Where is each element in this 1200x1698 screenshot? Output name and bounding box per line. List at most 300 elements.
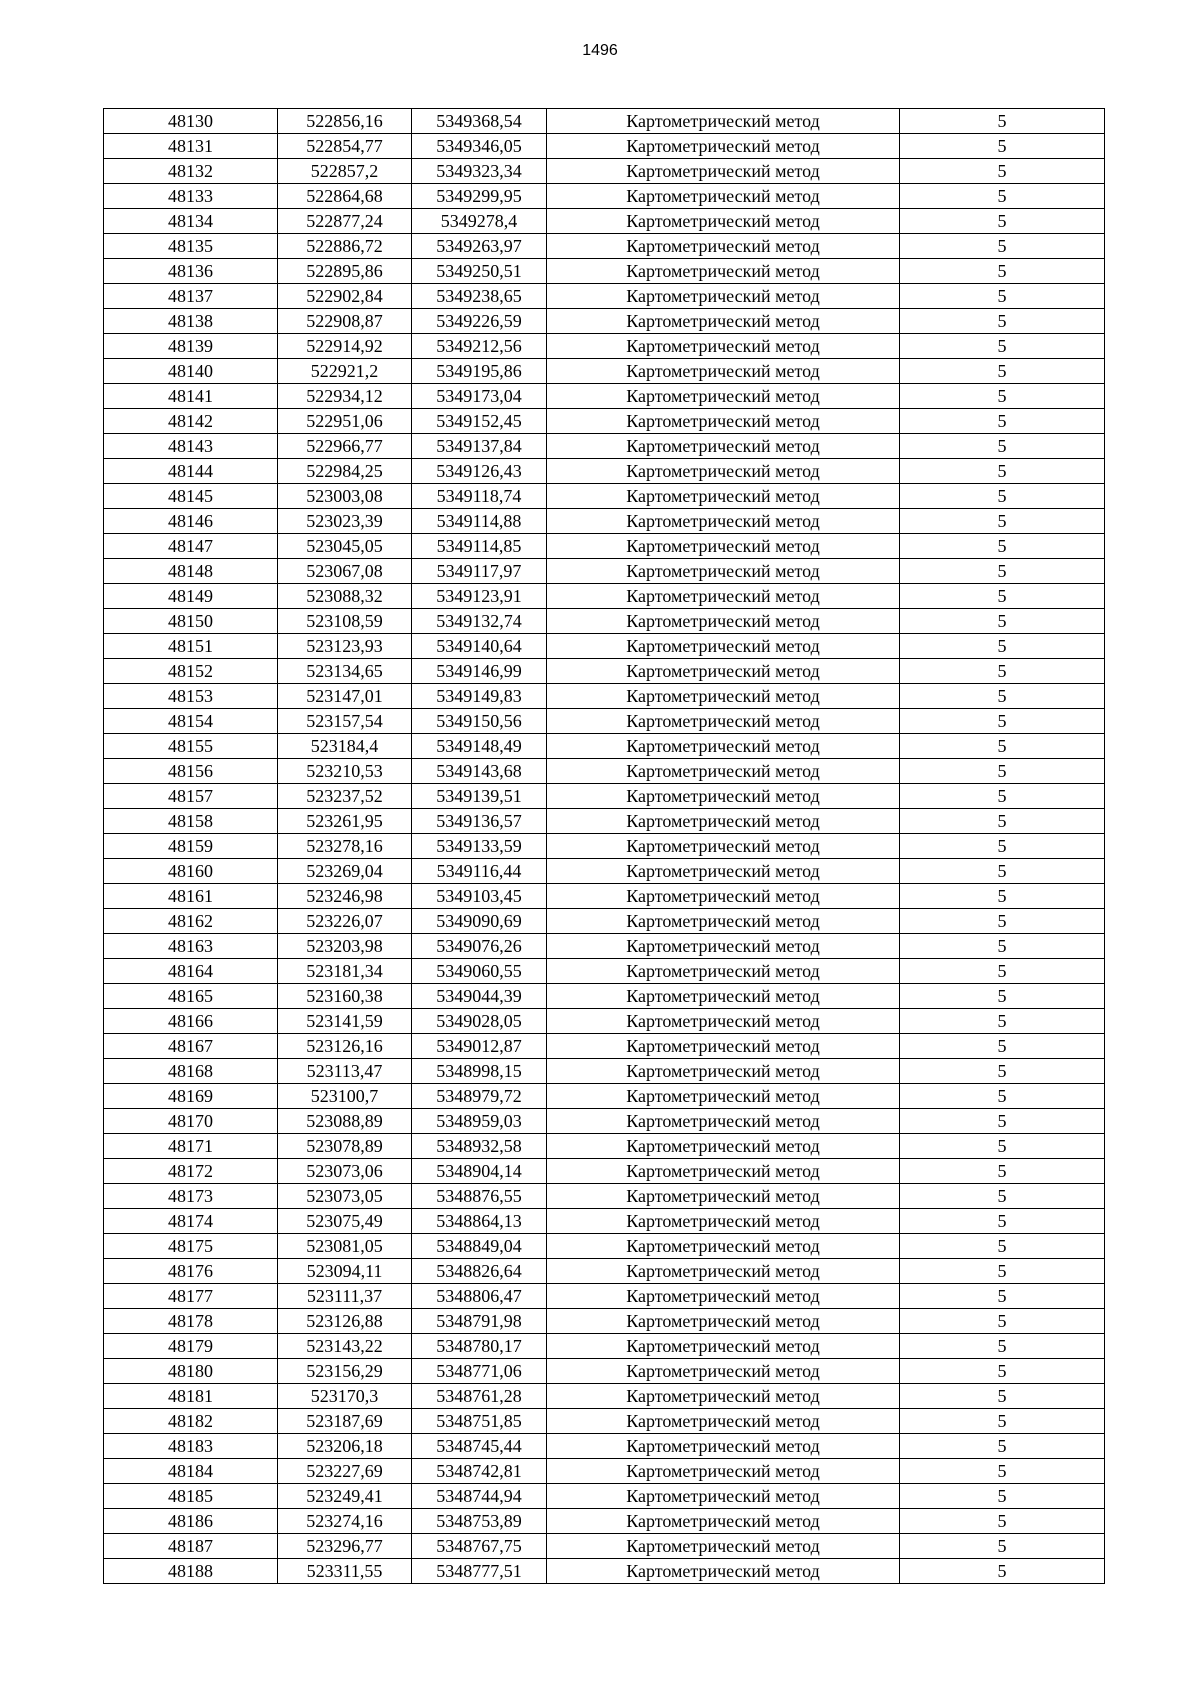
table-row bbox=[104, 1409, 1105, 1434]
x-coordinate-cell: 522895,86 bbox=[278, 259, 412, 284]
x-coordinate-cell: 523126,16 bbox=[278, 1034, 412, 1059]
point-number-cell: 48148 bbox=[104, 559, 278, 584]
table-row bbox=[104, 509, 1105, 534]
point-number-cell: 48162 bbox=[104, 909, 278, 934]
method-cell: Картометрический метод bbox=[547, 1509, 900, 1534]
table-row bbox=[104, 909, 1105, 934]
y-coordinate-cell: 5349076,26 bbox=[412, 934, 547, 959]
point-number-cell: 48149 bbox=[104, 584, 278, 609]
method-cell: Картометрический метод bbox=[547, 984, 900, 1009]
point-number-cell: 48185 bbox=[104, 1484, 278, 1509]
x-coordinate-cell: 523073,06 bbox=[278, 1159, 412, 1184]
method-cell: Картометрический метод bbox=[547, 1434, 900, 1459]
point-number-cell: 48160 bbox=[104, 859, 278, 884]
y-coordinate-cell: 5349103,45 bbox=[412, 884, 547, 909]
y-coordinate-cell: 5349126,43 bbox=[412, 459, 547, 484]
table-row bbox=[104, 809, 1105, 834]
y-coordinate-cell: 5349143,68 bbox=[412, 759, 547, 784]
accuracy-cell: 5 bbox=[900, 809, 1105, 834]
x-coordinate-cell: 523249,41 bbox=[278, 1484, 412, 1509]
y-coordinate-cell: 5348751,85 bbox=[412, 1409, 547, 1434]
x-coordinate-cell: 523147,01 bbox=[278, 684, 412, 709]
table-row bbox=[104, 734, 1105, 759]
accuracy-cell: 5 bbox=[900, 1434, 1105, 1459]
point-number-cell: 48169 bbox=[104, 1084, 278, 1109]
x-coordinate-cell: 523206,18 bbox=[278, 1434, 412, 1459]
method-cell: Картометрический метод bbox=[547, 959, 900, 984]
x-coordinate-cell: 523023,39 bbox=[278, 509, 412, 534]
point-number-cell: 48145 bbox=[104, 484, 278, 509]
x-coordinate-cell: 523094,11 bbox=[278, 1259, 412, 1284]
method-cell: Картометрический метод bbox=[547, 359, 900, 384]
method-cell: Картометрический метод bbox=[547, 934, 900, 959]
table-row bbox=[104, 934, 1105, 959]
x-coordinate-cell: 523237,52 bbox=[278, 784, 412, 809]
point-number-cell: 48158 bbox=[104, 809, 278, 834]
accuracy-cell: 5 bbox=[900, 1059, 1105, 1084]
y-coordinate-cell: 5349346,05 bbox=[412, 134, 547, 159]
y-coordinate-cell: 5348998,15 bbox=[412, 1059, 547, 1084]
accuracy-cell: 5 bbox=[900, 1509, 1105, 1534]
table-row bbox=[104, 834, 1105, 859]
x-coordinate-cell: 522877,24 bbox=[278, 209, 412, 234]
x-coordinate-cell: 523134,65 bbox=[278, 659, 412, 684]
point-number-cell: 48132 bbox=[104, 159, 278, 184]
method-cell: Картометрический метод bbox=[547, 159, 900, 184]
accuracy-cell: 5 bbox=[900, 509, 1105, 534]
table-row bbox=[104, 559, 1105, 584]
x-coordinate-cell: 523113,47 bbox=[278, 1059, 412, 1084]
accuracy-cell: 5 bbox=[900, 1534, 1105, 1559]
y-coordinate-cell: 5348780,17 bbox=[412, 1334, 547, 1359]
table-row bbox=[104, 1459, 1105, 1484]
table-row bbox=[104, 959, 1105, 984]
x-coordinate-cell: 523157,54 bbox=[278, 709, 412, 734]
point-number-cell: 48173 bbox=[104, 1184, 278, 1209]
point-number-cell: 48167 bbox=[104, 1034, 278, 1059]
point-number-cell: 48171 bbox=[104, 1134, 278, 1159]
table-row bbox=[104, 484, 1105, 509]
y-coordinate-cell: 5349238,65 bbox=[412, 284, 547, 309]
accuracy-cell: 5 bbox=[900, 109, 1105, 134]
accuracy-cell: 5 bbox=[900, 609, 1105, 634]
x-coordinate-cell: 523126,88 bbox=[278, 1309, 412, 1334]
accuracy-cell: 5 bbox=[900, 984, 1105, 1009]
x-coordinate-cell: 522908,87 bbox=[278, 309, 412, 334]
y-coordinate-cell: 5349139,51 bbox=[412, 784, 547, 809]
accuracy-cell: 5 bbox=[900, 384, 1105, 409]
point-number-cell: 48187 bbox=[104, 1534, 278, 1559]
accuracy-cell: 5 bbox=[900, 734, 1105, 759]
accuracy-cell: 5 bbox=[900, 1159, 1105, 1184]
table-row bbox=[104, 1259, 1105, 1284]
x-coordinate-cell: 522951,06 bbox=[278, 409, 412, 434]
y-coordinate-cell: 5348761,28 bbox=[412, 1384, 547, 1409]
method-cell: Картометрический метод bbox=[547, 484, 900, 509]
point-number-cell: 48154 bbox=[104, 709, 278, 734]
point-number-cell: 48180 bbox=[104, 1359, 278, 1384]
accuracy-cell: 5 bbox=[900, 1184, 1105, 1209]
accuracy-cell: 5 bbox=[900, 134, 1105, 159]
x-coordinate-cell: 523227,69 bbox=[278, 1459, 412, 1484]
point-number-cell: 48156 bbox=[104, 759, 278, 784]
method-cell: Картометрический метод bbox=[547, 109, 900, 134]
point-number-cell: 48133 bbox=[104, 184, 278, 209]
method-cell: Картометрический метод bbox=[547, 559, 900, 584]
y-coordinate-cell: 5349263,97 bbox=[412, 234, 547, 259]
point-number-cell: 48163 bbox=[104, 934, 278, 959]
accuracy-cell: 5 bbox=[900, 634, 1105, 659]
method-cell: Картометрический метод bbox=[547, 434, 900, 459]
method-cell: Картометрический метод bbox=[547, 684, 900, 709]
accuracy-cell: 5 bbox=[900, 1559, 1105, 1584]
y-coordinate-cell: 5348876,55 bbox=[412, 1184, 547, 1209]
method-cell: Картометрический метод bbox=[547, 1259, 900, 1284]
method-cell: Картометрический метод bbox=[547, 834, 900, 859]
table-row bbox=[104, 1559, 1105, 1584]
x-coordinate-cell: 523187,69 bbox=[278, 1409, 412, 1434]
coordinates-table-body bbox=[104, 109, 1105, 1584]
accuracy-cell: 5 bbox=[900, 334, 1105, 359]
point-number-cell: 48186 bbox=[104, 1509, 278, 1534]
accuracy-cell: 5 bbox=[900, 409, 1105, 434]
table-row bbox=[104, 1234, 1105, 1259]
y-coordinate-cell: 5349299,95 bbox=[412, 184, 547, 209]
table-row bbox=[104, 259, 1105, 284]
accuracy-cell: 5 bbox=[900, 1284, 1105, 1309]
table-row bbox=[104, 1209, 1105, 1234]
y-coordinate-cell: 5349152,45 bbox=[412, 409, 547, 434]
table-row bbox=[104, 1034, 1105, 1059]
point-number-cell: 48184 bbox=[104, 1459, 278, 1484]
table-row bbox=[104, 434, 1105, 459]
table-row bbox=[104, 1534, 1105, 1559]
method-cell: Картометрический метод bbox=[547, 1234, 900, 1259]
accuracy-cell: 5 bbox=[900, 934, 1105, 959]
y-coordinate-cell: 5349028,05 bbox=[412, 1009, 547, 1034]
y-coordinate-cell: 5349117,97 bbox=[412, 559, 547, 584]
x-coordinate-cell: 523003,08 bbox=[278, 484, 412, 509]
accuracy-cell: 5 bbox=[900, 1359, 1105, 1384]
point-number-cell: 48131 bbox=[104, 134, 278, 159]
x-coordinate-cell: 522857,2 bbox=[278, 159, 412, 184]
x-coordinate-cell: 523045,05 bbox=[278, 534, 412, 559]
method-cell: Картометрический метод bbox=[547, 784, 900, 809]
y-coordinate-cell: 5348753,89 bbox=[412, 1509, 547, 1534]
table-row bbox=[104, 1384, 1105, 1409]
method-cell: Картометрический метод bbox=[547, 509, 900, 534]
accuracy-cell: 5 bbox=[900, 534, 1105, 559]
x-coordinate-cell: 523203,98 bbox=[278, 934, 412, 959]
method-cell: Картометрический метод bbox=[547, 1309, 900, 1334]
point-number-cell: 48151 bbox=[104, 634, 278, 659]
y-coordinate-cell: 5348979,72 bbox=[412, 1084, 547, 1109]
method-cell: Картометрический метод bbox=[547, 759, 900, 784]
table-row bbox=[104, 709, 1105, 734]
table-row bbox=[104, 184, 1105, 209]
x-coordinate-cell: 522854,77 bbox=[278, 134, 412, 159]
accuracy-cell: 5 bbox=[900, 434, 1105, 459]
y-coordinate-cell: 5349118,74 bbox=[412, 484, 547, 509]
table-row bbox=[104, 1284, 1105, 1309]
method-cell: Картометрический метод bbox=[547, 134, 900, 159]
y-coordinate-cell: 5349149,83 bbox=[412, 684, 547, 709]
y-coordinate-cell: 5348742,81 bbox=[412, 1459, 547, 1484]
table-row bbox=[104, 334, 1105, 359]
y-coordinate-cell: 5349250,51 bbox=[412, 259, 547, 284]
method-cell: Картометрический метод bbox=[547, 1109, 900, 1134]
method-cell: Картометрический метод bbox=[547, 1534, 900, 1559]
x-coordinate-cell: 523100,7 bbox=[278, 1084, 412, 1109]
x-coordinate-cell: 522984,25 bbox=[278, 459, 412, 484]
x-coordinate-cell: 523088,32 bbox=[278, 584, 412, 609]
method-cell: Картометрический метод bbox=[547, 284, 900, 309]
point-number-cell: 48137 bbox=[104, 284, 278, 309]
point-number-cell: 48181 bbox=[104, 1384, 278, 1409]
method-cell: Картометрический метод bbox=[547, 1184, 900, 1209]
point-number-cell: 48147 bbox=[104, 534, 278, 559]
accuracy-cell: 5 bbox=[900, 784, 1105, 809]
y-coordinate-cell: 5348771,06 bbox=[412, 1359, 547, 1384]
accuracy-cell: 5 bbox=[900, 1334, 1105, 1359]
method-cell: Картометрический метод bbox=[547, 809, 900, 834]
accuracy-cell: 5 bbox=[900, 1459, 1105, 1484]
method-cell: Картометрический метод bbox=[547, 734, 900, 759]
method-cell: Картометрический метод bbox=[547, 334, 900, 359]
table-row bbox=[104, 384, 1105, 409]
accuracy-cell: 5 bbox=[900, 234, 1105, 259]
accuracy-cell: 5 bbox=[900, 1134, 1105, 1159]
table-row bbox=[104, 1159, 1105, 1184]
method-cell: Картометрический метод bbox=[547, 1559, 900, 1584]
method-cell: Картометрический метод bbox=[547, 709, 900, 734]
y-coordinate-cell: 5349173,04 bbox=[412, 384, 547, 409]
point-number-cell: 48172 bbox=[104, 1159, 278, 1184]
accuracy-cell: 5 bbox=[900, 1484, 1105, 1509]
x-coordinate-cell: 523141,59 bbox=[278, 1009, 412, 1034]
point-number-cell: 48152 bbox=[104, 659, 278, 684]
x-coordinate-cell: 523143,22 bbox=[278, 1334, 412, 1359]
table-row bbox=[104, 309, 1105, 334]
point-number-cell: 48183 bbox=[104, 1434, 278, 1459]
method-cell: Картометрический метод bbox=[547, 634, 900, 659]
table-row bbox=[104, 784, 1105, 809]
method-cell: Картометрический метод bbox=[547, 1059, 900, 1084]
x-coordinate-cell: 523311,55 bbox=[278, 1559, 412, 1584]
method-cell: Картометрический метод bbox=[547, 1084, 900, 1109]
point-number-cell: 48146 bbox=[104, 509, 278, 534]
x-coordinate-cell: 522856,16 bbox=[278, 109, 412, 134]
accuracy-cell: 5 bbox=[900, 1009, 1105, 1034]
method-cell: Картометрический метод bbox=[547, 534, 900, 559]
table-row bbox=[104, 584, 1105, 609]
point-number-cell: 48155 bbox=[104, 734, 278, 759]
table-row bbox=[104, 359, 1105, 384]
method-cell: Картометрический метод bbox=[547, 1209, 900, 1234]
x-coordinate-cell: 522886,72 bbox=[278, 234, 412, 259]
point-number-cell: 48164 bbox=[104, 959, 278, 984]
y-coordinate-cell: 5349278,4 bbox=[412, 209, 547, 234]
table-row bbox=[104, 609, 1105, 634]
y-coordinate-cell: 5349060,55 bbox=[412, 959, 547, 984]
accuracy-cell: 5 bbox=[900, 959, 1105, 984]
table-row bbox=[104, 459, 1105, 484]
y-coordinate-cell: 5349116,44 bbox=[412, 859, 547, 884]
table-row bbox=[104, 634, 1105, 659]
method-cell: Картометрический метод bbox=[547, 209, 900, 234]
table-row bbox=[104, 1059, 1105, 1084]
method-cell: Картометрический метод bbox=[547, 1159, 900, 1184]
y-coordinate-cell: 5348904,14 bbox=[412, 1159, 547, 1184]
accuracy-cell: 5 bbox=[900, 684, 1105, 709]
method-cell: Картометрический метод bbox=[547, 409, 900, 434]
point-number-cell: 48153 bbox=[104, 684, 278, 709]
y-coordinate-cell: 5348744,94 bbox=[412, 1484, 547, 1509]
method-cell: Картометрический метод bbox=[547, 459, 900, 484]
x-coordinate-cell: 522902,84 bbox=[278, 284, 412, 309]
x-coordinate-cell: 523067,08 bbox=[278, 559, 412, 584]
point-number-cell: 48142 bbox=[104, 409, 278, 434]
method-cell: Картометрический метод bbox=[547, 184, 900, 209]
method-cell: Картометрический метод bbox=[547, 1384, 900, 1409]
point-number-cell: 48136 bbox=[104, 259, 278, 284]
accuracy-cell: 5 bbox=[900, 459, 1105, 484]
x-coordinate-cell: 523081,05 bbox=[278, 1234, 412, 1259]
point-number-cell: 48182 bbox=[104, 1409, 278, 1434]
table-row bbox=[104, 1484, 1105, 1509]
y-coordinate-cell: 5349323,34 bbox=[412, 159, 547, 184]
accuracy-cell: 5 bbox=[900, 309, 1105, 334]
method-cell: Картометрический метод bbox=[547, 384, 900, 409]
table-row bbox=[104, 209, 1105, 234]
y-coordinate-cell: 5349133,59 bbox=[412, 834, 547, 859]
table-row bbox=[104, 1359, 1105, 1384]
table-row bbox=[104, 1109, 1105, 1134]
page-number: 1496 bbox=[582, 42, 618, 59]
y-coordinate-cell: 5348767,75 bbox=[412, 1534, 547, 1559]
accuracy-cell: 5 bbox=[900, 209, 1105, 234]
x-coordinate-cell: 523108,59 bbox=[278, 609, 412, 634]
point-number-cell: 48150 bbox=[104, 609, 278, 634]
table-row bbox=[104, 109, 1105, 134]
accuracy-cell: 5 bbox=[900, 559, 1105, 584]
x-coordinate-cell: 523111,37 bbox=[278, 1284, 412, 1309]
point-number-cell: 48135 bbox=[104, 234, 278, 259]
x-coordinate-cell: 523184,4 bbox=[278, 734, 412, 759]
y-coordinate-cell: 5349012,87 bbox=[412, 1034, 547, 1059]
y-coordinate-cell: 5348864,13 bbox=[412, 1209, 547, 1234]
method-cell: Картометрический метод bbox=[547, 1034, 900, 1059]
point-number-cell: 48177 bbox=[104, 1284, 278, 1309]
table-row bbox=[104, 984, 1105, 1009]
table-row bbox=[104, 759, 1105, 784]
point-number-cell: 48174 bbox=[104, 1209, 278, 1234]
method-cell: Картометрический метод bbox=[547, 1484, 900, 1509]
y-coordinate-cell: 5348932,58 bbox=[412, 1134, 547, 1159]
y-coordinate-cell: 5349150,56 bbox=[412, 709, 547, 734]
method-cell: Картометрический метод bbox=[547, 909, 900, 934]
accuracy-cell: 5 bbox=[900, 759, 1105, 784]
point-number-cell: 48144 bbox=[104, 459, 278, 484]
method-cell: Картометрический метод bbox=[547, 1334, 900, 1359]
accuracy-cell: 5 bbox=[900, 359, 1105, 384]
x-coordinate-cell: 522864,68 bbox=[278, 184, 412, 209]
table-row bbox=[104, 1309, 1105, 1334]
point-number-cell: 48176 bbox=[104, 1259, 278, 1284]
table-row bbox=[104, 1184, 1105, 1209]
point-number-cell: 48165 bbox=[104, 984, 278, 1009]
table-row bbox=[104, 1134, 1105, 1159]
accuracy-cell: 5 bbox=[900, 1309, 1105, 1334]
table-row bbox=[104, 1084, 1105, 1109]
x-coordinate-cell: 523181,34 bbox=[278, 959, 412, 984]
method-cell: Картометрический метод bbox=[547, 234, 900, 259]
table-row bbox=[104, 684, 1105, 709]
y-coordinate-cell: 5349123,91 bbox=[412, 584, 547, 609]
method-cell: Картометрический метод bbox=[547, 1409, 900, 1434]
method-cell: Картометрический метод bbox=[547, 584, 900, 609]
y-coordinate-cell: 5349114,85 bbox=[412, 534, 547, 559]
point-number-cell: 48138 bbox=[104, 309, 278, 334]
accuracy-cell: 5 bbox=[900, 884, 1105, 909]
x-coordinate-cell: 523261,95 bbox=[278, 809, 412, 834]
method-cell: Картометрический метод bbox=[547, 259, 900, 284]
accuracy-cell: 5 bbox=[900, 184, 1105, 209]
accuracy-cell: 5 bbox=[900, 859, 1105, 884]
x-coordinate-cell: 522914,92 bbox=[278, 334, 412, 359]
accuracy-cell: 5 bbox=[900, 1259, 1105, 1284]
table-row bbox=[104, 659, 1105, 684]
x-coordinate-cell: 523246,98 bbox=[278, 884, 412, 909]
x-coordinate-cell: 523210,53 bbox=[278, 759, 412, 784]
point-number-cell: 48175 bbox=[104, 1234, 278, 1259]
y-coordinate-cell: 5349137,84 bbox=[412, 434, 547, 459]
accuracy-cell: 5 bbox=[900, 1209, 1105, 1234]
point-number-cell: 48168 bbox=[104, 1059, 278, 1084]
x-coordinate-cell: 523123,93 bbox=[278, 634, 412, 659]
point-number-cell: 48139 bbox=[104, 334, 278, 359]
method-cell: Картометрический метод bbox=[547, 859, 900, 884]
method-cell: Картометрический метод bbox=[547, 1134, 900, 1159]
x-coordinate-cell: 523075,49 bbox=[278, 1209, 412, 1234]
x-coordinate-cell: 523156,29 bbox=[278, 1359, 412, 1384]
accuracy-cell: 5 bbox=[900, 1034, 1105, 1059]
y-coordinate-cell: 5349114,88 bbox=[412, 509, 547, 534]
point-number-cell: 48188 bbox=[104, 1559, 278, 1584]
method-cell: Картометрический метод bbox=[547, 1009, 900, 1034]
accuracy-cell: 5 bbox=[900, 1409, 1105, 1434]
accuracy-cell: 5 bbox=[900, 1109, 1105, 1134]
y-coordinate-cell: 5349148,49 bbox=[412, 734, 547, 759]
y-coordinate-cell: 5349090,69 bbox=[412, 909, 547, 934]
point-number-cell: 48141 bbox=[104, 384, 278, 409]
table-row bbox=[104, 234, 1105, 259]
x-coordinate-cell: 522921,2 bbox=[278, 359, 412, 384]
x-coordinate-cell: 522934,12 bbox=[278, 384, 412, 409]
y-coordinate-cell: 5348777,51 bbox=[412, 1559, 547, 1584]
point-number-cell: 48166 bbox=[104, 1009, 278, 1034]
y-coordinate-cell: 5348826,64 bbox=[412, 1259, 547, 1284]
table-row bbox=[104, 1009, 1105, 1034]
accuracy-cell: 5 bbox=[900, 1084, 1105, 1109]
point-number-cell: 48140 bbox=[104, 359, 278, 384]
y-coordinate-cell: 5349136,57 bbox=[412, 809, 547, 834]
table-row bbox=[104, 159, 1105, 184]
point-number-cell: 48159 bbox=[104, 834, 278, 859]
y-coordinate-cell: 5349368,54 bbox=[412, 109, 547, 134]
table-row bbox=[104, 534, 1105, 559]
table-row bbox=[104, 1509, 1105, 1534]
